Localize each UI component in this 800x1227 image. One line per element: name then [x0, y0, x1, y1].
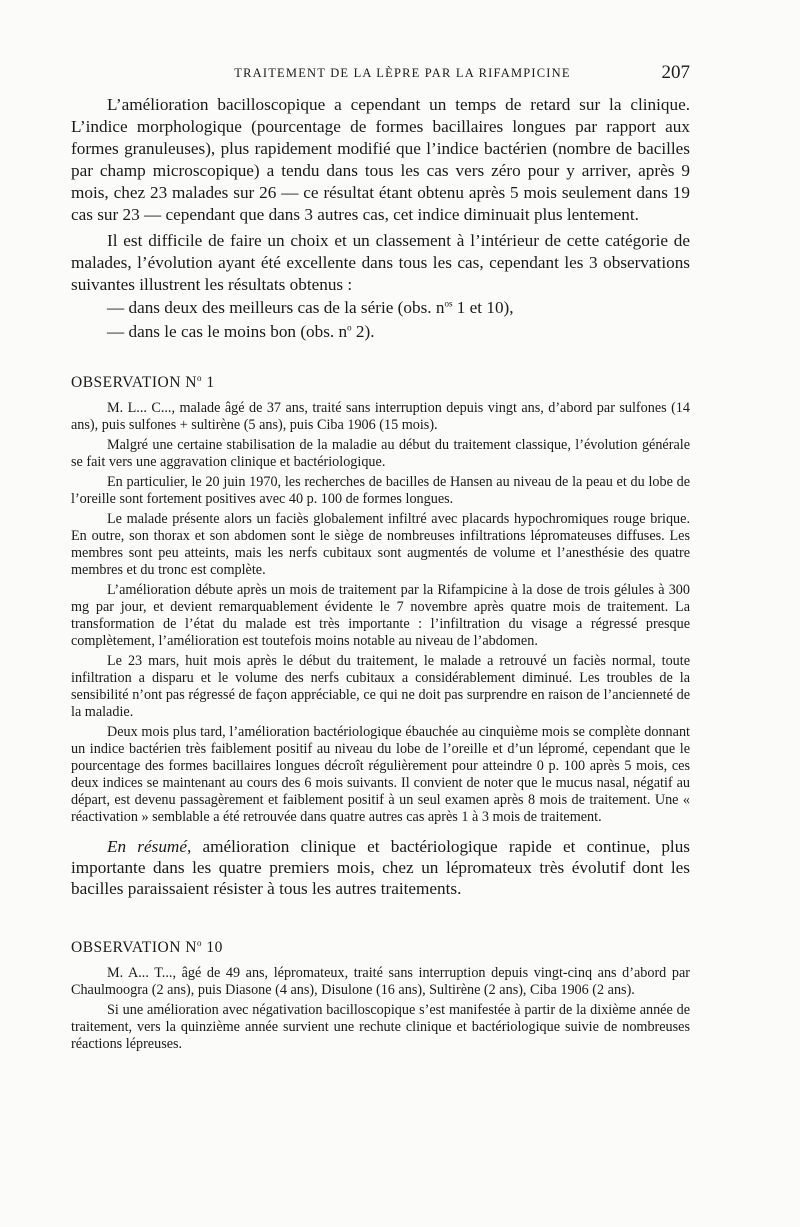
dash-item-text: — dans le cas le moins bon (obs. n [107, 322, 348, 341]
page-number: 207 [661, 62, 690, 83]
summary-paragraph [71, 836, 690, 899]
dash-item-text: 1 et 10), [452, 298, 514, 317]
observation-paragraph: En particulier, le 20 juin 1970, les recherches de bacilles de Hansen au niveau de la peau et du lobe de l’oreille sont fortement positives avec 40 p. 100 de formes longues. [71, 474, 690, 507]
observation-paragraph: Le 23 mars, huit mois après le début du traitement, le malade a retrouvé un faciès normal, toute infiltration a disparu et le volume des nerfs cubitaux a considérablement diminué. Les troubles de la sensibilité n’ont pas régressé de façon appréciable, ce qui ne doit pas surprendre en raison de l’ancienneté de la maladie. [71, 653, 690, 720]
dash-item-text: 2). [351, 322, 375, 341]
observation-heading [71, 374, 690, 392]
observation-paragraph: Deux mois plus tard, l’amélioration bactériologique ébauchée au cinquième mois se complète donnant un indice bactérien très faiblement positif au niveau du lobe de l’oreille et d’un lépromé, cependant que le pourcentage des formes bacillaires longues décroît régulièrement pour atteindre 0 p. 100 après 5 mois, ces deux indices se maintenant au cours des 6 mois suivants. Il convient de noter que le mucus nasal, négatif au départ, est devenu passagèrement et faiblement positif à un seul examen après 8 mois de traitement. Une « réactivation » semblable a été retrouvée dans quatre autres cas après 1 à 3 mois de traitement. [71, 724, 690, 825]
observation-paragraph: M. A... T..., âgé de 49 ans, lépromateux, traité sans interruption depuis vingt-cinq ans d’abord par Chaulmoogra (2 ans), puis Diasone (4 ans), Disulone (16 ans), Sultirène (2 ans), Ciba 1906 (2 ans). [71, 965, 690, 998]
running-header [71, 62, 690, 88]
summary-lead: En résumé, [107, 837, 192, 856]
observation-paragraph: L’amélioration débute après un mois de traitement par la Rifampicine à la dose de trois gélules à 300 mg par jour, et devient remarquablement évidente le 7 novembre après quatre mois de traitement. La transformation de l’état du malade est très importante : l’infiltration du visage a régressé presque complètement, l’amélioration est toutefois moins notable au niveau de l’abdomen. [71, 582, 690, 649]
superscript: os [444, 298, 453, 309]
document-page [71, 62, 690, 1053]
heading-text: OBSERVATION N [71, 939, 197, 956]
intro-paragraph: Il est difficile de faire un choix et un classement à l’intérieur de cette catégorie de malades, l’évolution ayant été excellente dans tous les cas, cependant les 3 observations suivantes illustrent les résultats obtenus : [71, 231, 690, 294]
observation-heading [71, 939, 690, 957]
heading-text: 1 [201, 374, 215, 391]
running-title: TRAITEMENT DE LA LÈPRE PAR LA RIFAMPICINE [234, 66, 571, 80]
dash-item [71, 296, 690, 320]
heading-text: OBSERVATION N [71, 374, 197, 391]
observation-paragraph: Si une amélioration avec négativation bacilloscopique s’est manifestée à partir de la dixième année de traitement, vers la quinzième année survient une rechute clinique et bactériologique suivie de nombreuses réactions lépreuses. [71, 1002, 690, 1052]
observation-paragraph: Le malade présente alors un faciès globalement infiltré avec placards hypochromiques rouge brique. En outre, son thorax et son abdomen sont le siège de nombreuses infiltrations lépromateuses diffuses. Les membres sont peu atteints, mais les nerfs cubitaux sont augmentés de volume et l’anesthésie des quatre membres et du tronc est complète. [71, 511, 690, 578]
summary-text: amélioration clinique et bactériologique rapide et continue, plus importante dans les quatre premiers mois, chez un lépromateux très évolutif dont les bacilles paraissaient résister à tous les autres traitements. [71, 837, 690, 898]
heading-text: 10 [201, 939, 223, 956]
observation-paragraph: M. L... C..., malade âgé de 37 ans, traité sans interruption depuis vingt ans, d’abord par sulfones (14 ans), puis sulfones + sultirène (5 ans), puis Ciba 1906 (15 mois). [71, 400, 690, 433]
superscript: o [196, 937, 202, 948]
dash-item-text: — dans deux des meilleurs cas de la série (obs. n [107, 298, 445, 317]
intro-paragraph: L’amélioration bacilloscopique a cependant un temps de retard sur la clinique. L’indice morphologique (pourcentage de formes bacillaires longues par rapport aux formes granuleuses), plus rapidement modifié que l’indice bactérien (nombre de bacilles par champ microscopique) a tendu dans tous les cas vers zéro pour y arriver, après 9 mois, chez 23 malades sur 26 — ce résultat étant obtenu après 5 mois seulement dans 19 cas sur 23 — cependant que dans 3 autres cas, cet indice diminuait plus lentement. [71, 95, 690, 224]
superscript: o [347, 322, 352, 333]
superscript: o [196, 372, 202, 383]
dash-item [71, 320, 690, 344]
observation-paragraph: Malgré une certaine stabilisation de la maladie au début du traitement classique, l’évolution générale se fait vers une aggravation clinique et bactériologique. [71, 437, 690, 470]
